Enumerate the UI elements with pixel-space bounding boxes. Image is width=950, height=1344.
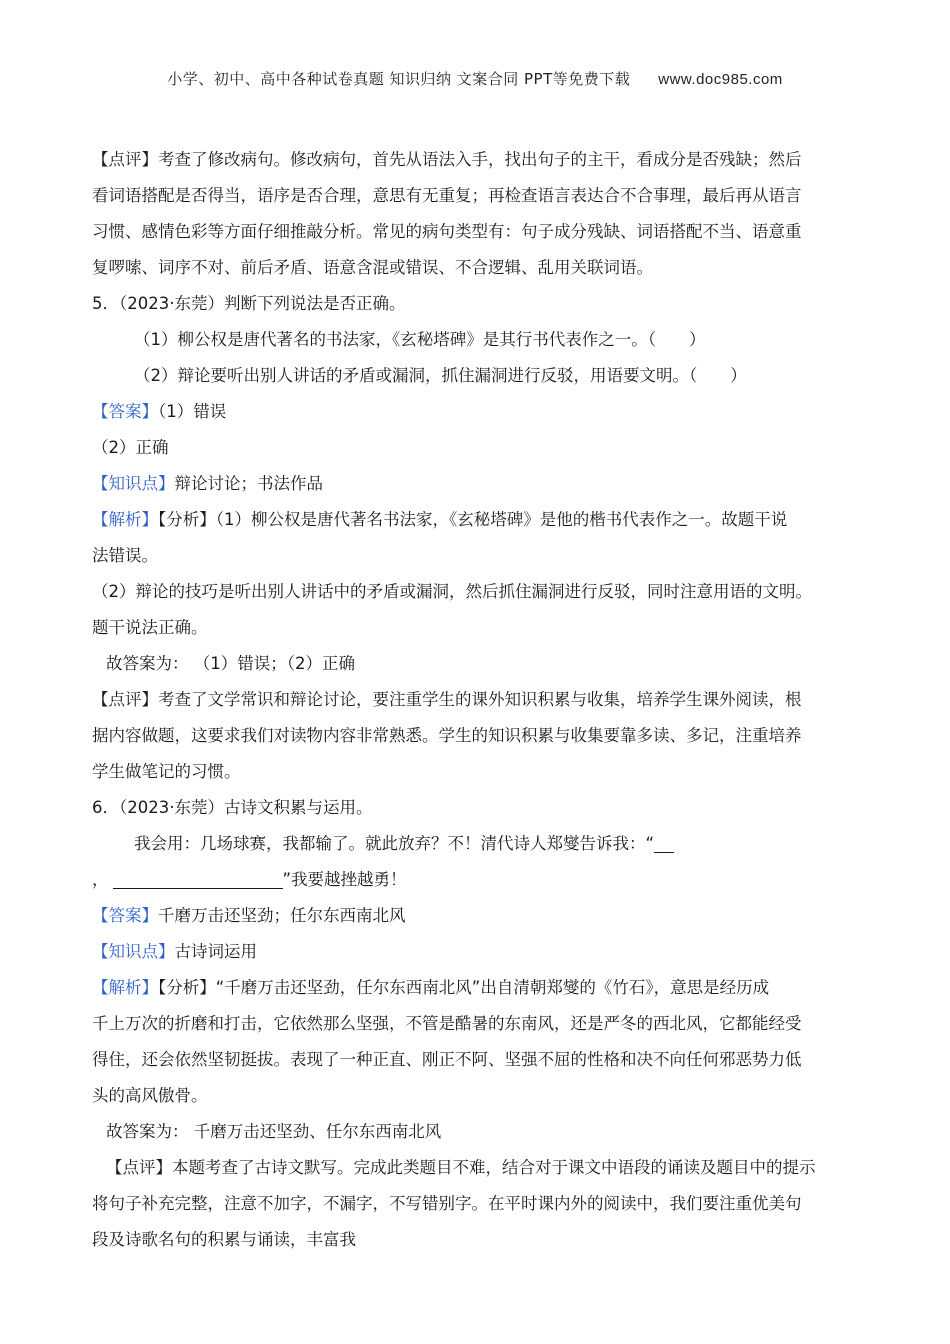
q6-title: 6．（2023·东莞）古诗文积累与运用。 [92, 798, 373, 817]
q5-answer-tag: 【答案】 [92, 402, 158, 421]
q6-analysis-line-4: 头的高风傲骨。 [92, 1086, 208, 1105]
q6-comment-line-1: 【点评】本题考查了古诗文默写。完成此类题目不难，结合对于课文中语段的诵读及题目中的提示 [106, 1158, 816, 1177]
q6-analysis-line-1: 【解析】【分析】“千磨万击还坚劲，任尔东西南北风”出自清朝郑燮的《竹石》，意思是经历成 [92, 978, 770, 997]
q5-analysis-line-1: 【解析】【分析】（1）柳公权是唐代著名书法家，《玄秘塔碑》是他的楷书代表作之一。故题干说 [92, 510, 788, 529]
q5-analysis-line-4: 题干说法正确。 [92, 618, 208, 637]
q5-comment-line-2: 据内容做题，这要求我们对读物内容非常熟悉。学生的知识积累与收集要靠多读、多记，注重培养 [92, 726, 802, 745]
q6-kp-tag: 【知识点】 [92, 942, 175, 961]
prev-comment-line-4: 复啰嗦、词序不对、前后矛盾、语意含混或错误、不合逻辑、乱用关联词语。 [92, 258, 653, 277]
header-text: 小学、初中、高中各种试卷真题 知识归纳 文案合同 PPT等免费下载 [167, 70, 631, 88]
q6-comment-line-2: 将句子补充完整，注意不加字，不漏字，不写错别字。在平时课内外的阅读中，我们要注重优美句 [92, 1194, 802, 1213]
prev-comment-line-1: 【点评】考查了修改病句。修改病句，首先从语法入手，找出句子的主干，看成分是否残缺；然后 [92, 150, 802, 169]
q6-comment-tag: 【点评】 [106, 1158, 172, 1177]
prev-comment-line-3: 习惯、感情色彩等方面仔细推敲分析。常见的病句类型有：句子成分残缺、词语搭配不当、语意重 [92, 222, 802, 241]
q6-blank-1[interactable] [654, 832, 674, 853]
q5-comment-line-1: 【点评】考查了文学常识和辩论讨论，要注重学生的课外知识积累与收集，培养学生课外阅读，根 [92, 690, 802, 709]
q5-analysis-line-2: 法错误。 [92, 546, 158, 565]
q6-prompt: 我会用：几场球赛，我都输了。就此放弃？不！清代诗人郑燮告诉我：“ [92, 826, 858, 862]
q6-blank-2[interactable] [113, 868, 283, 889]
document-body [92, 142, 858, 1258]
header-site-link[interactable]: www.doc985.com [658, 71, 783, 88]
q5-item-2: （2）辩论要听出别人讲话的矛盾或漏洞，抓住漏洞进行反驳，用语要文明。（ ） [134, 366, 747, 385]
q5-item-1: （1）柳公权是唐代著名的书法家，《玄秘塔碑》是其行书代表作之一。（ ） [134, 330, 706, 349]
q5-title: 5．（2023·东莞）判断下列说法是否正确。 [92, 294, 406, 313]
q6-analysis-line-3: 得住，还会依然坚韧挺拔。表现了一种正直、刚正不阿、坚强不屈的性格和决不向任何邪恶势力低 [92, 1050, 802, 1069]
q5-knowledge-point: 【知识点】辩论讨论；书法作品 [92, 474, 323, 493]
q6-analysis-tag: 【解析】 [92, 978, 158, 997]
q5-answer-2: （2）正确 [92, 438, 169, 457]
q5-analysis-line-3: （2）辩论的技巧是听出别人讲话中的矛盾或漏洞，然后抓住漏洞进行反驳，同时注意用语的文明。 [92, 582, 812, 601]
q6-conclusion: 故答案为： 千磨万击还坚劲、任尔东西南北风 [106, 1122, 442, 1141]
page-header [0, 68, 950, 89]
q5-kp-tag: 【知识点】 [92, 474, 175, 493]
q5-comment-line-3: 学生做笔记的习惯。 [92, 762, 241, 781]
q6-answer: 【答案】千磨万击还坚劲；任尔东西南北风 [92, 906, 406, 925]
q5-analysis-tag: 【解析】 [92, 510, 158, 529]
q5-answer-line: 【答案】（1）错误 [92, 402, 227, 421]
prev-comment-line-2: 看词语搭配是否得当，语序是否合理，意思有无重复；再检查语言表达合不合事理，最后再从语言 [92, 186, 802, 205]
q6-comment-line-3: 段及诗歌名句的积累与诵读，丰富我 [92, 1230, 356, 1249]
q5-comment-tag: 【点评】 [92, 690, 158, 709]
prev-comment-tag: 【点评】 [92, 150, 158, 169]
q6-knowledge-point: 【知识点】古诗词运用 [92, 942, 257, 961]
q6-analysis-line-2: 千上万次的折磨和打击，它依然那么坚强，不管是酷暑的东南风，还是严冬的西北风，它都能经受 [92, 1014, 802, 1033]
q6-answer-tag: 【答案】 [92, 906, 158, 925]
q5-conclusion: 故答案为： （1）错误；（2）正确 [106, 654, 355, 673]
q6-prompt-cont: ， ”我要越挫越勇！ [92, 870, 407, 889]
